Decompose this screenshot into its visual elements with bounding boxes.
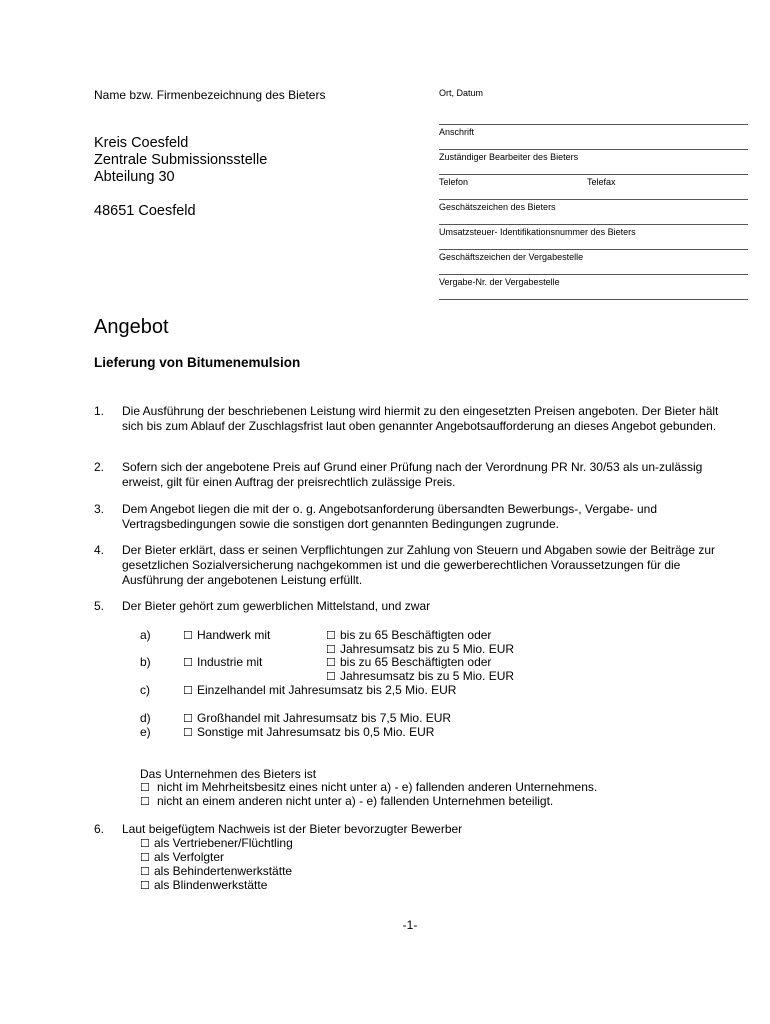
item-text: Dem Angebot liegen die mit der o. g. Angebotsanforderung übersandten Bewerbungs-, Vergabe- und Vertragsbedingungen sowie die sonstigen dort genannten Bedingungen zugrunde. <box>122 502 658 531</box>
field-label-vergabe-nr: Vergabe-Nr. der Vergabestelle <box>439 277 560 287</box>
checkbox-icon[interactable]: ☐ <box>326 630 336 642</box>
checkbox-icon[interactable]: ☐ <box>183 727 193 739</box>
item-number: 6. <box>94 822 105 836</box>
item-number: 5. <box>94 599 105 613</box>
checkbox-icon[interactable]: ☐ <box>183 685 193 697</box>
field-line[interactable] <box>439 174 748 175</box>
checkbox-vertriebener[interactable]: ☐ als Vertriebener/Flüchtling <box>140 836 293 850</box>
document-title: Angebot <box>94 316 169 338</box>
item-number: 3. <box>94 502 105 516</box>
checkbox-icon[interactable]: ☐ <box>326 657 336 669</box>
recipient-city: 48651 Coesfeld <box>94 203 196 219</box>
recipient-address-line-1: Kreis Coesfeld <box>94 135 189 151</box>
item-text: Der Bieter gehört zum gewerblichen Mittelstand, und zwar <box>122 599 431 613</box>
checkbox-grosshandel[interactable]: ☐ Großhandel mit Jahresumsatz bis 7,5 Mio. EUR <box>183 711 452 725</box>
recipient-address-line-3: Abteilung 30 <box>94 169 175 185</box>
option-letter: e) <box>140 725 151 739</box>
item-text: Laut beigefügtem Nachweis ist der Bieter bevorzugter Bewerber <box>122 822 463 836</box>
field-line[interactable] <box>439 249 748 250</box>
item-text: Sofern sich der angebotene Preis auf Grund einer Prüfung nach der Verordnung PR Nr. 30/53 als un-zulässig erweist, gilt für einen Auftrag der preisrechtlich zulässige Preis. <box>122 460 703 489</box>
field-line[interactable] <box>439 199 748 200</box>
field-line[interactable] <box>439 124 748 125</box>
field-line[interactable] <box>439 299 748 300</box>
checkbox-einzelhandel[interactable]: ☐ Einzelhandel mit Jahresumsatz bis 2,5 Mio. EUR <box>183 683 457 697</box>
checkbox-industrie-umsatz[interactable]: ☐ Jahresumsatz bis zu 5 Mio. EUR <box>326 669 515 683</box>
checkbox-sonstige[interactable]: ☐ Sonstige mit Jahresumsatz bis 0,5 Mio. EUR <box>183 725 435 739</box>
field-label-geschaeftszeichen-vergabe: Geschäftszeichen der Vergabestelle <box>439 252 584 262</box>
checkbox-handwerk[interactable]: ☐ Handwerk mit <box>183 628 271 642</box>
checkbox-icon[interactable]: ☐ <box>140 880 150 892</box>
field-label-anschrift: Anschrift <box>439 127 475 137</box>
checkbox-blindenwerkstaette[interactable]: ☐ als Blindenwerkstätte <box>140 878 268 892</box>
checkbox-icon[interactable]: ☐ <box>326 671 336 683</box>
ownership-intro: Das Unternehmen des Bieters ist <box>140 767 317 781</box>
checkbox-icon[interactable]: ☐ <box>183 713 193 725</box>
checkbox-icon[interactable]: ☐ <box>326 644 336 656</box>
item-number: 2. <box>94 460 105 474</box>
field-line[interactable] <box>439 274 748 275</box>
option-letter: d) <box>140 711 151 725</box>
field-line[interactable] <box>439 224 748 225</box>
document-subtitle: Lieferung von Bitumenemulsion <box>94 355 301 370</box>
field-label-bearbeiter: Zuständiger Bearbeiter des Bieters <box>439 152 579 162</box>
checkbox-behindertenwerkstaette[interactable]: ☐ als Behindertenwerkstätte <box>140 864 293 878</box>
checkbox-industrie[interactable]: ☐ Industrie mit <box>183 655 263 669</box>
checkbox-ownership-1[interactable]: ☐ nicht im Mehrheitsbesitz eines nicht unter a) - e) fallenden anderen Unternehmens. <box>140 780 598 794</box>
item-number: 1. <box>94 404 105 418</box>
option-letter: c) <box>140 683 150 697</box>
checkbox-handwerk-umsatz[interactable]: ☐ Jahresumsatz bis zu 5 Mio. EUR <box>326 642 515 656</box>
checkbox-icon[interactable]: ☐ <box>183 657 193 669</box>
checkbox-ownership-2[interactable]: ☐ nicht an einem anderen nicht unter a) - e) fallenden Unternehmen beteiligt. <box>140 794 554 808</box>
option-letter: a) <box>140 628 151 642</box>
checkbox-icon[interactable]: ☐ <box>140 782 150 794</box>
field-label-telefon: Telefon <box>439 177 469 187</box>
page-number: -1- <box>402 918 418 932</box>
checkbox-icon[interactable]: ☐ <box>140 852 150 864</box>
recipient-address-line-2: Zentrale Submissionsstelle <box>94 152 268 168</box>
checkbox-icon[interactable]: ☐ <box>183 630 193 642</box>
checkbox-handwerk-beschaeftigte[interactable]: ☐ bis zu 65 Beschäftigten oder <box>326 628 492 642</box>
field-label-ort-datum: Ort, Datum <box>439 88 484 98</box>
field-label-geschaeftszeichen-bieter: Geschätszeichen des Bieters <box>439 202 556 212</box>
checkbox-icon[interactable]: ☐ <box>140 838 150 850</box>
item-text: Die Ausführung der beschriebenen Leistung wird hiermit zu den eingesetzten Preisen angeboten. Der Bieter hält sich bis zum Ablauf der Zuschlagsfrist laut oben genannter Angebotsaufforderung an dieses Angebot gebunden. <box>122 404 719 433</box>
field-label-telefax: Telefax <box>587 177 616 187</box>
item-text: Der Bieter erklärt, dass er seinen Verpflichtungen zur Zahlung von Steuern und Abgaben sowie der Beiträge zur gesetzlichen Sozialversicherung nachgekommen ist und die gewerberechtlichen Voraussetzungen für die Ausführung der angebotenen Leistung erfüllt. <box>122 543 716 587</box>
item-number: 4. <box>94 543 105 557</box>
field-label-ust-id: Umsatzsteuer- Identifikationsnummer des Bieters <box>439 227 636 237</box>
checkbox-icon[interactable]: ☐ <box>140 866 150 878</box>
field-line[interactable] <box>439 149 748 150</box>
checkbox-industrie-beschaeftigte[interactable]: ☐ bis zu 65 Beschäftigten oder <box>326 655 492 669</box>
option-letter: b) <box>140 655 151 669</box>
checkbox-verfolgter[interactable]: ☐ als Verfolgter <box>140 850 225 864</box>
checkbox-icon[interactable]: ☐ <box>140 796 150 808</box>
bidder-name-label: Name bzw. Firmenbezeichnung des Bieters <box>94 88 326 102</box>
